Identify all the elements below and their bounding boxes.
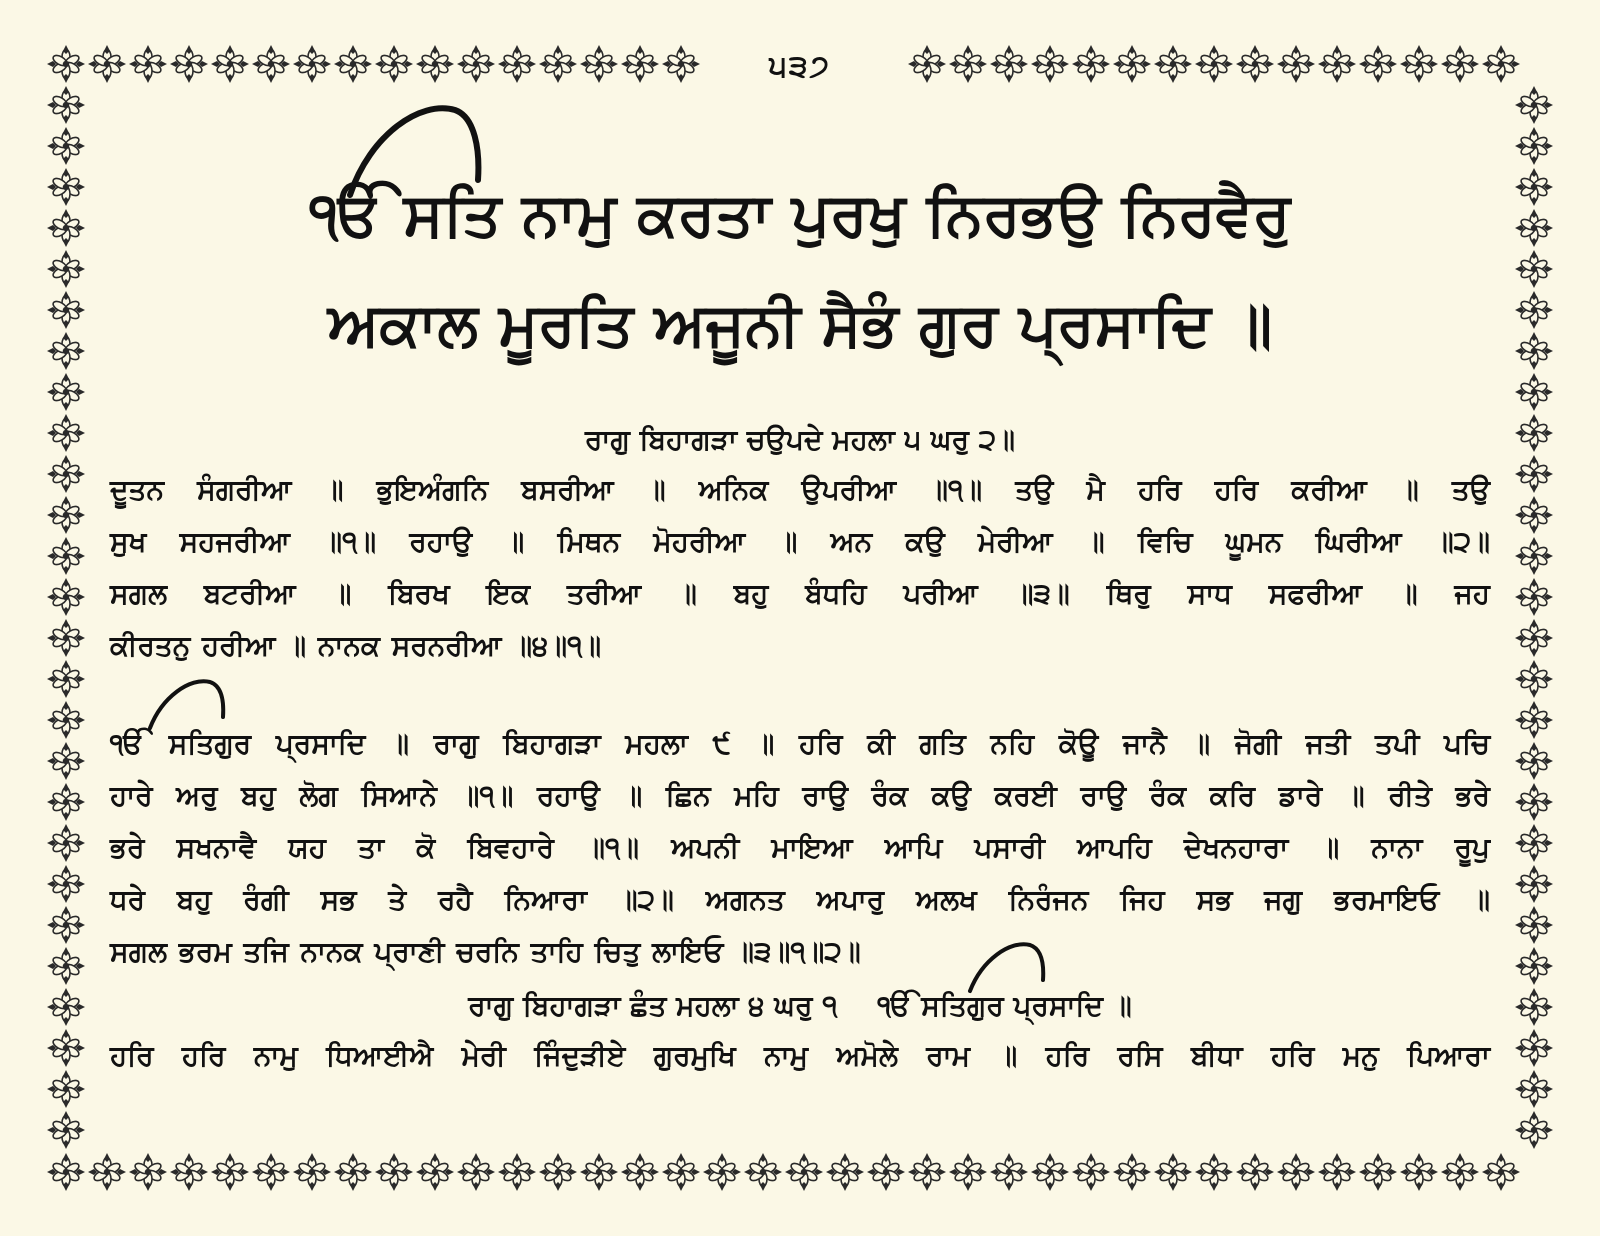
border-flower-icon <box>1113 1153 1151 1191</box>
border-flower-icon <box>416 45 454 83</box>
border-flower-icon <box>375 1153 413 1191</box>
border-flower-icon <box>1515 332 1553 370</box>
border-flower-icon <box>47 127 85 165</box>
border-flower-icon <box>334 1153 372 1191</box>
border-flower-icon <box>1515 947 1553 985</box>
border-flower-icon <box>1515 496 1553 534</box>
border-flower-icon <box>1515 537 1553 575</box>
border-flower-icon <box>88 1153 126 1191</box>
mool-mantar-line-2: ਅਕਾਲ ਮੂਰਤਿ ਅਜੂਨੀ ਸੈਭੰ ਗੁਰ ਪ੍ਰਸਾਦਿ ॥ <box>327 290 1273 360</box>
border-flower-icon <box>47 332 85 370</box>
border-flower-icon <box>47 414 85 452</box>
border-flower-icon <box>703 1153 741 1191</box>
border-flower-icon <box>1482 45 1520 83</box>
shabad-2-line-2: ਹਾਰੇ ਅਰੁ ਬਹੁ ਲੋਗ ਸਿਆਨੇ ॥੧॥ ਰਹਾਉ ॥ ਛਿਨ ਮਹਿ ਰਾਉ ਰੰਕ ਕਉ ਕਰਈ ਰਾਉ ਰੰਕ ਕਰਿ ਡਾਰੇ ॥ ਰੀਤੇ ਭਰੇ <box>110 779 1490 812</box>
border-flower-icon <box>47 988 85 1026</box>
border-flower-icon <box>1154 45 1192 83</box>
border-flower-icon <box>1482 1153 1520 1191</box>
border-flower-icon <box>47 947 85 985</box>
border-flower-icon <box>252 45 290 83</box>
border-flower-icon <box>580 1153 618 1191</box>
border-flower-icon <box>1072 45 1110 83</box>
border-flower-icon <box>908 45 946 83</box>
border-flower-icon <box>1359 45 1397 83</box>
border-flower-icon <box>1515 865 1553 903</box>
border-flower-icon <box>47 1153 85 1191</box>
border-flower-icon <box>908 1153 946 1191</box>
border-flower-icon <box>744 1153 782 1191</box>
shabad-1-line-2: ਸੁਖ ਸਹਜਰੀਆ ॥੧॥ ਰਹਾਉ ॥ ਮਿਥਨ ਮੋਹਰੀਆ ॥ ਅਨ ਕਉ ਮੇਰੀਆ ॥ ਵਿਚਿ ਘੂਮਨ ਘਿਰੀਆ ॥੨॥ <box>110 525 1490 558</box>
border-flower-icon <box>867 1153 905 1191</box>
border-flower-icon <box>1318 45 1356 83</box>
border-flower-icon <box>88 45 126 83</box>
border-flower-icon <box>47 619 85 657</box>
shabad-1-line-3: ਸਗਲ ਬਟਰੀਆ ॥ ਬਿਰਖ ਇਕ ਤਰੀਆ ॥ ਬਹੁ ਬੰਧਹਿ ਪਰੀਆ ॥੩॥ ਥਿਰੁ ਸਾਧ ਸਫਰੀਆ ॥ ਜਹ <box>110 577 1490 610</box>
border-flower-icon <box>1515 209 1553 247</box>
border-flower-icon <box>47 537 85 575</box>
border-flower-icon <box>47 496 85 534</box>
border-flower-icon <box>1515 455 1553 493</box>
section-3-heading: ਰਾਗੁ ਬਿਹਾਗੜਾ ਛੰਤ ਮਹਲਾ ੪ ਘਰੁ ੧ <box>468 989 838 1022</box>
border-flower-icon <box>1236 1153 1274 1191</box>
border-flower-icon <box>47 783 85 821</box>
mool-mantar-line-1: ੴ ਸਤਿ ਨਾਮੁ ਕਰਤਾ ਪੁਰਖੁ ਨਿਰਭਉ ਨਿਰਵੈਰੁ <box>309 180 1291 250</box>
border-flower-icon <box>580 45 618 83</box>
border-flower-icon <box>47 45 85 83</box>
border-flower-icon <box>1515 414 1553 452</box>
border-flower-icon <box>1277 45 1315 83</box>
border-flower-icon <box>416 1153 454 1191</box>
border-flower-icon <box>47 1029 85 1067</box>
border-flower-icon <box>949 45 987 83</box>
border-flower-icon <box>539 1153 577 1191</box>
border-flower-icon <box>990 45 1028 83</box>
shabad-2-line-1: ੴ ਸਤਿਗੁਰ ਪ੍ਰਸਾਦਿ ॥ ਰਾਗੁ ਬਿਹਾਗੜਾ ਮਹਲਾ ੯ ॥ ਹਰਿ ਕੀ ਗਤਿ ਨਹਿ ਕੋਊ ਜਾਨੈ ॥ ਜੋਗੀ ਜਤੀ ਤਪੀ ਪਚਿ <box>110 727 1490 760</box>
border-flower-icon <box>375 45 413 83</box>
border-flower-icon <box>1515 127 1553 165</box>
border-flower-icon <box>498 1153 536 1191</box>
border-flower-icon <box>334 45 372 83</box>
border-flower-icon <box>47 701 85 739</box>
border-flower-icon <box>662 1153 700 1191</box>
border-flower-icon <box>1515 824 1553 862</box>
border-flower-icon <box>1031 45 1069 83</box>
border-flower-icon <box>252 1153 290 1191</box>
shabad-3-line-1: ਹਰਿ ਹਰਿ ਨਾਮੁ ਧਿਆਈਐ ਮੇਰੀ ਜਿੰਦੁੜੀਏ ਗੁਰਮੁਖਿ ਨਾਮੁ ਅਮੋਲੇ ਰਾਮ ॥ ਹਰਿ ਰਸਿ ਬੀਧਾ ਹਰਿ ਮਨੁ ਪਿਆਰਾ <box>110 1039 1490 1072</box>
border-flower-icon <box>1195 1153 1233 1191</box>
border-flower-icon <box>1515 1111 1553 1149</box>
border-flower-icon <box>1195 45 1233 83</box>
border-flower-icon <box>1515 660 1553 698</box>
border-flower-icon <box>170 1153 208 1191</box>
border-flower-icon <box>47 168 85 206</box>
border-flower-icon <box>1515 619 1553 657</box>
border-flower-icon <box>539 45 577 83</box>
border-flower-icon <box>826 1153 864 1191</box>
border-flower-icon <box>1031 1153 1069 1191</box>
border-flower-icon <box>1515 1029 1553 1067</box>
border-flower-icon <box>1515 906 1553 944</box>
border-flower-icon <box>1515 373 1553 411</box>
border-flower-icon <box>1154 1153 1192 1191</box>
section-3-heading-row <box>110 986 1490 1026</box>
border-flower-icon <box>1318 1153 1356 1191</box>
border-flower-icon <box>1515 1070 1553 1108</box>
page-number: ੫੩੭ <box>700 42 900 92</box>
border-flower-icon <box>1277 1153 1315 1191</box>
border-flower-icon <box>662 45 700 83</box>
shabad-1-line-1: ਦੂਤਨ ਸੰਗਰੀਆ ॥ ਭੁਇਅੰਗਨਿ ਬਸਰੀਆ ॥ ਅਨਿਕ ਉਪਰੀਆ ॥੧॥ ਤਉ ਮੈ ਹਰਿ ਹਰਿ ਕਰੀਆ ॥ ਤਉ <box>110 473 1490 506</box>
border-flower-icon <box>457 45 495 83</box>
border-flower-icon <box>457 1153 495 1191</box>
border-flower-icon <box>129 45 167 83</box>
border-flower-icon <box>1236 45 1274 83</box>
border-flower-icon <box>1515 86 1553 124</box>
border-flower-icon <box>47 1070 85 1108</box>
border-flower-icon <box>1072 1153 1110 1191</box>
shabad-2-line-3: ਭਰੇ ਸਖਨਾਵੈ ਯਹ ਤਾ ਕੋ ਬਿਵਹਾਰੇ ॥੧॥ ਅਪਨੀ ਮਾਇਆ ਆਪਿ ਪਸਾਰੀ ਆਪਹਿ ਦੇਖਨਹਾਰਾ ॥ ਨਾਨਾ ਰੂਪੁ <box>110 831 1490 864</box>
border-flower-icon <box>47 250 85 288</box>
border-flower-icon <box>621 1153 659 1191</box>
border-flower-icon <box>47 209 85 247</box>
border-flower-icon <box>621 45 659 83</box>
border-flower-icon <box>990 1153 1028 1191</box>
border-flower-icon <box>1441 1153 1479 1191</box>
shabad-2-line-5: ਸਗਲ ਭਰਮ ਤਜਿ ਨਾਨਕ ਪ੍ਰਾਣੀ ਚਰਨਿ ਤਾਹਿ ਚਿਤੁ ਲਾਇਓ ॥੩॥੧॥੨॥ <box>110 935 861 968</box>
border-flower-icon <box>1359 1153 1397 1191</box>
border-flower-icon <box>47 455 85 493</box>
border-flower-icon <box>47 742 85 780</box>
border-flower-icon <box>47 660 85 698</box>
border-flower-icon <box>293 1153 331 1191</box>
border-flower-icon <box>1515 783 1553 821</box>
border-flower-icon <box>1113 45 1151 83</box>
border-flower-icon <box>47 824 85 862</box>
border-flower-icon <box>785 1153 823 1191</box>
border-flower-icon <box>47 578 85 616</box>
border-flower-icon <box>1441 45 1479 83</box>
border-flower-icon <box>47 86 85 124</box>
border-flower-icon <box>1515 988 1553 1026</box>
border-flower-icon <box>211 45 249 83</box>
border-flower-icon <box>1515 250 1553 288</box>
section-3-mangal: ੴ ਸਤਿਗੁਰ ਪ੍ਰਸਾਦਿ ॥ <box>877 989 1132 1022</box>
shabad-2-line-4: ਧਰੇ ਬਹੁ ਰੰਗੀ ਸਭ ਤੇ ਰਹੈ ਨਿਆਰਾ ॥੨॥ ਅਗਨਤ ਅਪਾਰੁ ਅਲਖ ਨਿਰੰਜਨ ਜਿਹ ਸਭ ਜਗੁ ਭਰਮਾਇਓ ॥ <box>110 883 1490 916</box>
section-1-heading: ਰਾਗੁ ਬਿਹਾਗੜਾ ਚਉਪਦੇ ਮਹਲਾ ੫ ਘਰੁ ੨॥ <box>584 423 1016 456</box>
border-flower-icon <box>47 906 85 944</box>
border-flower-icon <box>47 373 85 411</box>
border-flower-icon <box>498 45 536 83</box>
border-flower-icon <box>1515 168 1553 206</box>
border-flower-icon <box>1515 578 1553 616</box>
ik-onkar-arc-icon <box>140 672 230 732</box>
border-flower-icon <box>1515 291 1553 329</box>
border-flower-icon <box>1515 701 1553 739</box>
border-flower-icon <box>47 291 85 329</box>
border-flower-icon <box>949 1153 987 1191</box>
border-flower-icon <box>211 1153 249 1191</box>
border-flower-icon <box>1515 742 1553 780</box>
shabad-1-line-4: ਕੀਰਤਨੁ ਹਰੀਆ ॥ ਨਾਨਕ ਸਰਨਰੀਆ ॥੪॥੧॥ <box>110 629 602 662</box>
border-flower-icon <box>1400 45 1438 83</box>
border-flower-icon <box>170 45 208 83</box>
border-flower-icon <box>1400 1153 1438 1191</box>
border-flower-icon <box>47 1111 85 1149</box>
border-flower-icon <box>129 1153 167 1191</box>
border-flower-icon <box>47 865 85 903</box>
border-flower-icon <box>293 45 331 83</box>
